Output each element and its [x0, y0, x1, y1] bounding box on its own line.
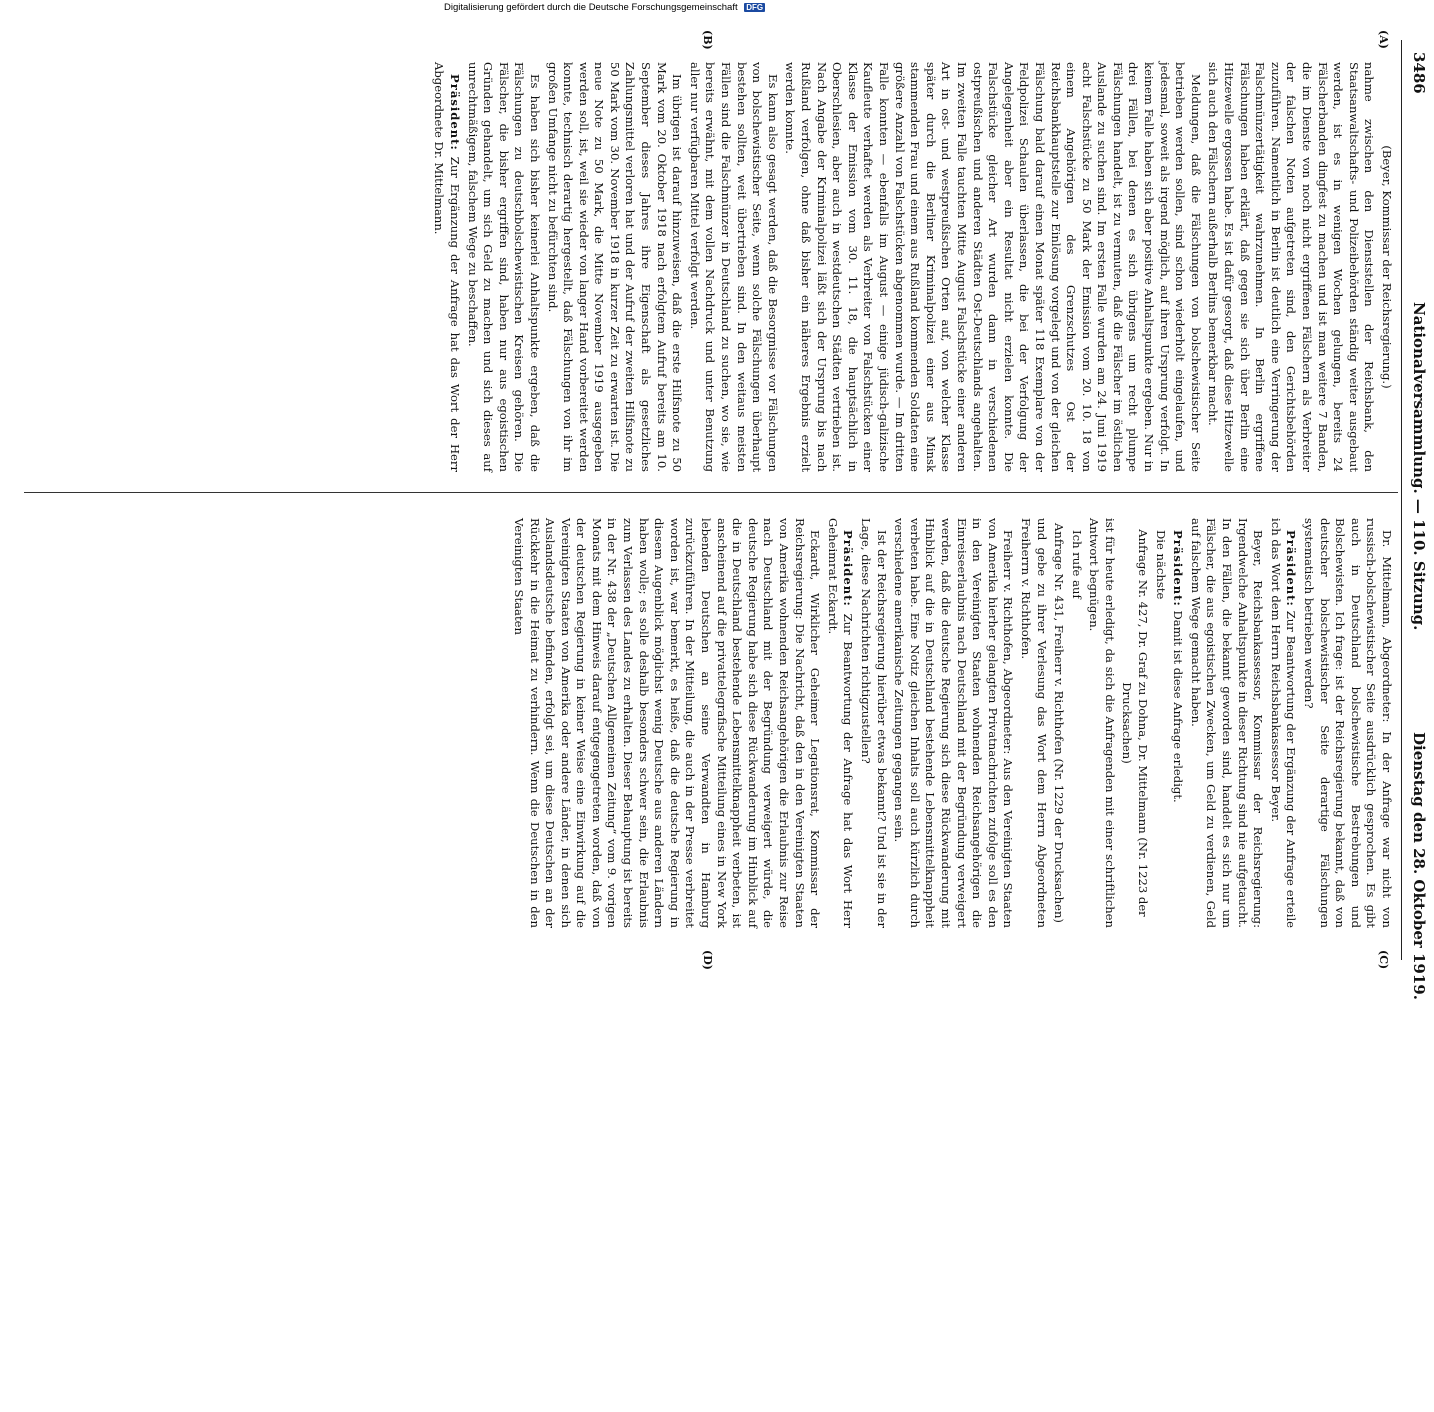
paragraph: Ich rufe auf [1069, 530, 1084, 599]
paragraph: Eckardt, Wirklicher Geheimer Legationsrat, Kommissar der Reichsregierung: Die Nachricht, daß den in den Vereinigten Staaten von Amerika wohnenden Reichsangehörigen die Erlaubnis zur Reise nach Deutschland mit der Begründung verweigert würde, die deutsche Regierung habe sich diese Rückwanderung im Hinblick auf die in Deutschland bestehende Lebensmittelknappheit verbeten, ist anscheinend auf die privattelegrafische Mitteilung eines in New York lebenden Deutschen an seine Verwandten in Hamburg zurückzuführen. In der Mitteilung, die auch in der Presse verbreitet worden ist, war bemerkt, es heiße, daß die deutsche Regierung in diesem Augenblick möglichst wenig Deutsche aus anderen Ländern haben wolle; es solle deshalb besonders schwer sein, die Erlaubnis zum Verlassen des Landes zu erhalten. Dieser Behauptung ist bereits in der Nr. 438 der „Deutschen Allgemeinen Zeitung“ vom 9. vorigen Monats mit dem Hinweis darauf entgegengetreten worden, daß von der deutschen Regierung in keiner Weise eine Einwirkung auf die Vereinigten Staaten von Amerika oder andere Länder, in denen sich Auslandsdeutsche befinden, erfolgt sei, um diese Deutschen an der Rückkehr in die Heimat zu verhindern. Wenn die Deutschen in den Vereinigten Staaten [511, 518, 823, 928]
paragraph [1267, 518, 1298, 928]
page-title: Nationalversammlung. — 110. Sitzung. [1410, 302, 1428, 631]
right-column [508, 518, 1394, 928]
speaker-label: Präsident: [1284, 530, 1299, 607]
paragraph: Freiherr v. Richthofen, Abgeordneter: Aus den Vereinigten Staaten von Amerika hierher gelangten Privatnachrichten zufolge soll es den in den Vereinigten Staaten wohnenden Reichsangehörigen die Einreiseerlaubnis nach Deutschland mit der Begründung verweigert werden, daß die deutsche Regierung sich diese Rückwanderung mit Hinblick auf die in Deutschland bestehende Lebensmittelknappheit verbeten habe. Eine Notiz gleichen Inhalts soll auch kürzlich durch verschiedene amerikanische Zeitungen gegangen sein. [892, 518, 1016, 928]
left-column [429, 62, 1394, 472]
digitization-credit-strip [434, 0, 1434, 26]
margin-marker-a: (A) [1377, 30, 1390, 49]
session-date: Dienstag den 28. Oktober 1919. [1410, 732, 1428, 1000]
paragraph: Es kann also gesagt werden, daß die Besorgnisse vor Fälschungen von bolschewistischer Seite, wenn solche Fälschungen überhaupt bestehen sollten, weit übertrieben sind. In den weitaus meisten Fällen sind die Falschmünzer in Deutschland zu suchen, wo sie, wie bereits erwähnt, mit dem vollen Nachdruck und unter Benutzung aller nur verfügbaren Mittel verfolgt werden. [687, 62, 780, 472]
paragraph: Es haben sich bisher keinerlei Anhaltspunkte ergeben, daß die Fälschungen zu deutschbolschewistischen Kreisen gehören. Die Fälscher, die bisher ergriffen sind, haben nur aus egoistischen Gründen gehandelt, um sich Geld zu machen und sich dieses auf unrechtmäßigem, falschem Wege zu beschaffen. [465, 62, 542, 472]
paragraph: Im übrigen ist darauf hinzuweisen, daß die erste Hilfsnote zu 50 Mark vom 20. Oktober 1918 nach erfolgtem Aufruf bereits am 10. September dieses Jahres ihre Eigenschaft als gesetzliches Zahlungsmittel verloren hat und der Aufruf der zweiten Hilfsnote zu 50 Mark vom 30. November 1918 in kurzer Zeit zu erwarten ist. Die neue Note zu 50 Mark, die Mitte November 1919 ausgegeben werden soll, ist, weil sie wieder von langer Hand vorbereitet werden konnte, technisch derartig hergestellt, daß Fälschungen von ihr im großen Umfange nicht zu befürchten sind. [545, 62, 685, 472]
inquiry-reference: Anfrage Nr. 427, Dr. Graf zu Dohna, Dr. Mittelmann (Nr. 1223 der Drucksachen) [1120, 529, 1151, 917]
page-header [1402, 52, 1428, 1412]
speaker-label: Präsident: [1171, 530, 1186, 607]
paragraph: Ist der Reichsregierung hierüber etwas bekannt? Und ist sie in der Lage, diese Nachrichten richtigzustellen? [859, 518, 889, 928]
margin-marker-d: (D) [701, 950, 714, 970]
speaker-label: Präsident: [447, 74, 462, 151]
paragraph: Meldungen, daß die Fälschungen von bolschewistischer Seite betrieben werden sollen, sind schon wiederholt eingelaufen, und jedesmal, soweit als irgend möglich, auf ihren Ursprung verfolgt. In keinem Falle haben sich aber positive Anhaltspunkte ergeben. Nur in drei Fällen, bei denen es sich übrigens um recht plumpe Fälschungen handelt, ist zu vermuten, daß die Fälscher im östlichen Auslande zu suchen sind. Im ersten Falle wurden am 24. Juni 1919 acht Falschstücke zu 50 Mark der Emission vom 20. 10. 18 von einem Angehörigen des Grenzschutzes Ost der Reichsbankhauptstelle zur Einlösung vorgelegt und von der gleichen Fälschung bald darauf einen Monat später 118 Exemplare von der Feldpolizei Schaulen überlassen, die bei der Verfolgung der Angelegenheit aber ein Resultat nicht erzielen konnte. Die Falschstücke gleicher Art wurden dann in verschiedenen ostpreußischen und anderen Städten Ost-Deutschlands angehalten. Im zweiten Falle tauchten Mitte August Falschstücke einer anderen Art in ost- und westpreußischen Orten auf, von welcher Klasse später durch die Berliner Kriminalpolizei einer aus Minsk stammenden Frau und einem aus Rußland kommenden Soldaten eine größere Anzahl von Falschstücken abgenommen wurde. — Im dritten Falle konnten — ebenfalls im August — einige jüdisch-galizische Kaufleute verhaftet werden als Verbreiter von Falschstücken einer Klasse der Emission vom 30. 11. 18, die hauptsächlich in Oberschlesien, aber auch in westdeutschen Städten vertrieben ist. Nach Angabe der Kriminalpolizei läßt sich der Ursprung bis nach Rußland verfolgen, ohne daß bisher ein näheres Ergebnis erzielt werden konnte. [783, 62, 1203, 472]
speaker-text: Zur Beantwortung der Ergänzung der Anfrage erteile ich das Wort dem Herrn Reichsbankassessor Beyer. [1268, 518, 1299, 929]
paragraph [1170, 518, 1186, 928]
margin-marker-b: (B) [701, 30, 714, 50]
speaker-label: Präsident: [841, 530, 856, 607]
paragraph [824, 518, 855, 928]
header-rule [1401, 40, 1402, 960]
credit-text: Digitalisierung gefördert durch die Deutsche Forschungsgemeinschaft [444, 2, 738, 13]
paragraph: Die nächste [1153, 530, 1168, 600]
paragraph: und gebe zu ihrer Verlesung das Wort dem Herrn Abgeordneten Freiherrn v. Richthofen. [1018, 518, 1049, 928]
paragraph: Dr. Mittelmann, Abgeordneter: In der Anfrage war nicht von russisch-bolschewistischer Seite ausdrücklich gesprochen. Es gibt auch in Deutschland bolschewistische Bestrebungen und Bolschewisten. Ich frage: ist der Reichsregierung bekannt, daß von deutscher bolschewistischer Seite derartige Fälschungen systematisch betrieben werden? [1302, 518, 1394, 928]
paragraph: ist für heute erledigt, da sich die Anfragenden mit einer schriftlichen Antwort begnügen. [1087, 518, 1117, 928]
margin-marker-c: (C) [1377, 950, 1390, 970]
paragraph: Beyer, Reichsbankassessor, Kommissar der Reichsregierung: Irgendwelche Anhaltspunkte in dieser Richtung sind nie aufgetaucht. In den Fällen, die bekannt geworden sind, handelt es sich nur um Fälscher, die aus egoistischen Zwecken, um Geld zu verdienen, Geld auf falschem Wege gemacht haben. [1188, 518, 1266, 928]
digitization-credit [444, 2, 1424, 22]
page-number: 3486 [1410, 52, 1428, 94]
paragraph [431, 62, 462, 472]
dfg-logo-icon: DFG [746, 3, 764, 12]
speaker-note: (Beyer, Kommissar der Reichsregierung.) [1380, 145, 1394, 389]
speaker-text: Damit ist diese Anfrage erledigt. [1171, 610, 1186, 803]
paragraph: nahme zwischen den Dienststellen der Reichsbank, den Staatsanwaltschafts- und Polizeibehörden ständig weiter ausgebaut werden, ist es in wenigen Wochen gelungen, bereits 24 Fälscherbanden dingfest zu machen und ist man weitere 7 Banden, die im Dienste von noch nicht ergriffenen Fälschern als Verbreiter der falschen Noten aufgetreten sind, den Gerichtsbehörden zuzuführen. Namentlich in Berlin ist deutlich eine Verringerung der Falschmünzertätigkeit wahrzunehmen. In Berlin ergriffene Fälschungen haben erklärt, daß gegen sie sich über Berlin eine Hitzewelle ergossen habe. Es ist dafür gesorgt, daß diese Hitzewelle sich auch den Fälschern außerhalb Berlins bemerkbar macht. [1206, 62, 1377, 472]
column-divider [24, 492, 1398, 493]
inquiry-reference: Anfrage Nr. 431, Freiherr v. Richthofen (Nr. 1229 der Drucksachen) [1052, 523, 1067, 923]
speaker-text: Zur Ergänzung der Anfrage hat das Wort der Herr Abgeordnete Dr. Mittelmann. [432, 62, 462, 472]
speaker-text: Zur Beantwortung der Anfrage hat das Wort Herr Geheimrat Eckardt. [825, 518, 856, 928]
